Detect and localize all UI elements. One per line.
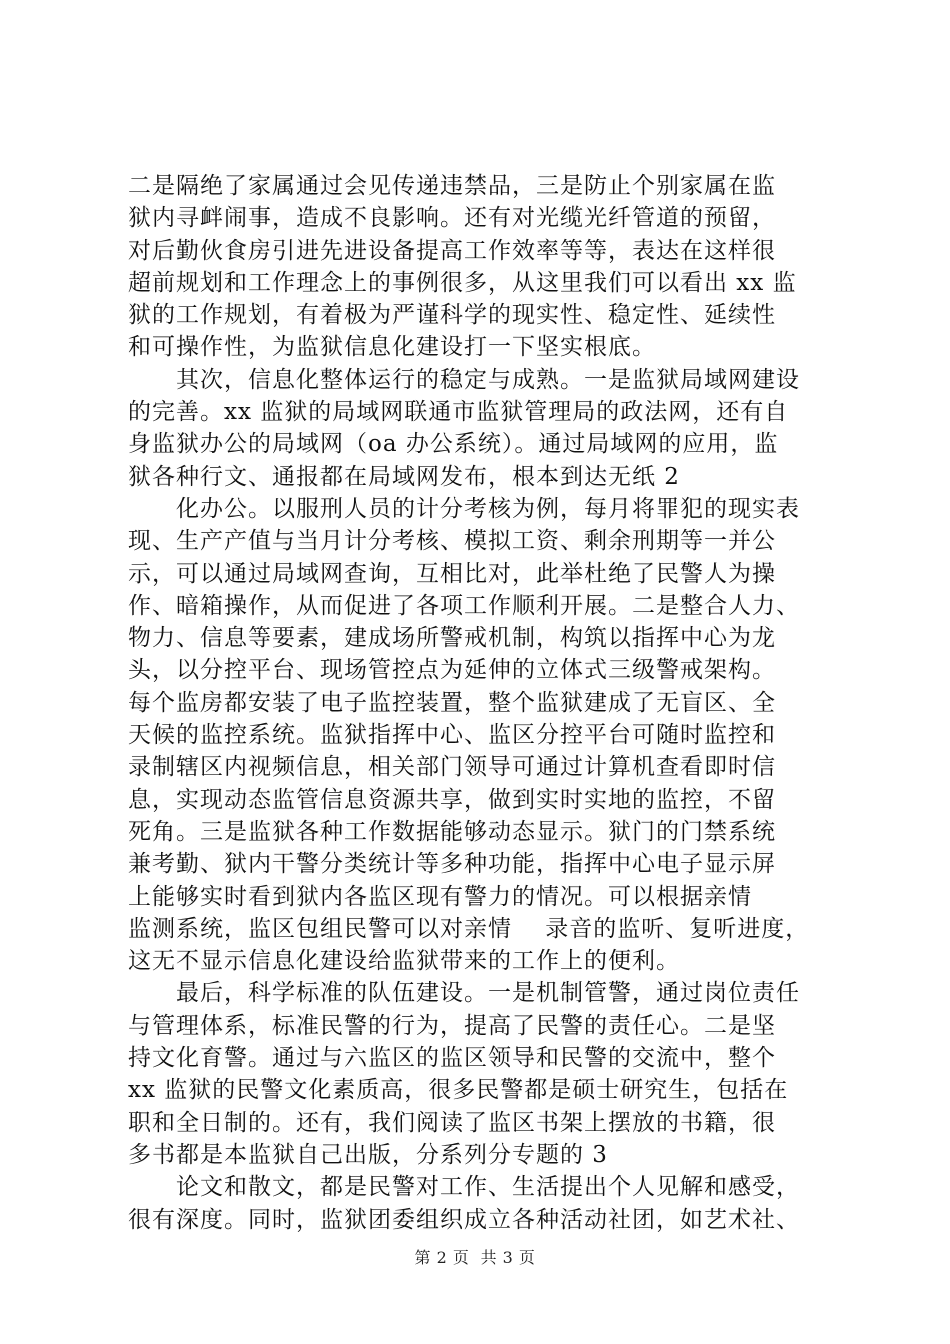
- text-line: 二是隔绝了家属通过会见传递违禁品，三是防止个别家属在监: [128, 173, 776, 199]
- text-line: 狱的工作规划，有着极为严谨科学的现实性、稳定性、延续性: [128, 302, 776, 329]
- page-footer: 第 2 页 共 3 页: [414, 1248, 536, 1267]
- text-line: 死角。三是监狱各种工作数据能够动态显示。狱门的门禁系统: [128, 818, 776, 845]
- text-line: 这无不显示信息化建设给监狱带来的工作上的便利。: [128, 948, 680, 975]
- text-line: 多书都是本监狱自己出版，分系列分专题的 3: [128, 1141, 608, 1168]
- paragraph-start-line: 其次，信息化整体运行的稳定与成熟。一是监狱局域网建设: [176, 366, 800, 393]
- text-line: 录制辖区内视频信息，相关部门领导可通过计算机查看即时信: [128, 754, 776, 781]
- paragraph-start-line: 论文和散文，都是民警对工作、生活提出个人见解和感受，: [176, 1174, 800, 1201]
- text-line: 息，实现动态监管信息资源共享，做到实时实地的监控，不留: [128, 786, 776, 813]
- text-line: 作、暗箱操作，从而促进了各项工作顺利开展。二是整合人力、: [128, 592, 800, 619]
- text-line: 狱各种行文、通报都在局域网发布，根本到达无纸 2: [128, 463, 680, 490]
- text-line: 天候的监控系统。监狱指挥中心、监区分控平台可随时监控和: [128, 722, 776, 749]
- text-line: 持文化育警。通过与六监区的监区领导和民警的交流中，整个: [128, 1045, 776, 1072]
- text-line: 与管理体系，标准民警的行为，提高了民警的责任心。二是坚: [128, 1012, 776, 1039]
- text-line: xx 监狱的民警文化素质高，很多民警都是硕士研究生，包括在: [128, 1077, 789, 1104]
- text-line: 狱内寻衅闹事，造成不良影响。还有对光缆光纤管道的预留，: [128, 205, 776, 232]
- text-line: 示，可以通过局域网查询，互相比对，此举杜绝了民警人为操: [128, 560, 776, 587]
- text-line: 现、生产产值与当月计分考核、模拟工资、剩余刑期等一并公: [128, 528, 776, 555]
- text-line: 很有深度。同时，监狱团委组织成立各种活动社团，如艺术社、: [128, 1206, 800, 1233]
- text-line: 超前规划和工作理念上的事例很多，从这里我们可以看出 xx 监: [128, 269, 797, 296]
- text-line: 头，以分控平台、现场管控点为延伸的立体式三级警戒架构。: [128, 657, 776, 684]
- text-line: 每个监房都安装了电子监控装置，整个监狱建成了无盲区、全: [128, 689, 776, 716]
- text-line: 职和全日制的。还有，我们阅读了监区书架上摆放的书籍，很: [128, 1109, 776, 1136]
- paragraph-start-line: 化办公。以服刑人员的计分考核为例，每月将罪犯的现实表: [176, 495, 800, 522]
- text-line: 监测系统，监区包组民警可以对亲情 录音的监听、复听进度，: [128, 915, 810, 942]
- body-text: [128, 170, 828, 1236]
- paragraph-start-line: 最后，科学标准的队伍建设。一是机制管警，通过岗位责任: [176, 980, 800, 1007]
- text-line: 和可操作性，为监狱信息化建设打一下坚实根底。: [128, 334, 656, 361]
- text-line: 上能够实时看到狱内各监区现有警力的情况。可以根据亲情: [128, 883, 752, 910]
- text-line: 对后勤伙食房引进先进设备提高工作效率等等，表达在这样很: [128, 237, 776, 264]
- text-line: 物力、信息等要素，建成场所警戒机制，构筑以指挥中心为龙: [128, 625, 776, 652]
- text-line: 身监狱办公的局域网（oa 办公系统）。通过局域网的应用，监: [128, 431, 779, 458]
- text-line: 的完善。xx 监狱的局域网联通市监狱管理局的政法网，还有自: [128, 399, 789, 426]
- text-line: 兼考勤、狱内干警分类统计等多种功能，指挥中心电子显示屏: [128, 851, 776, 878]
